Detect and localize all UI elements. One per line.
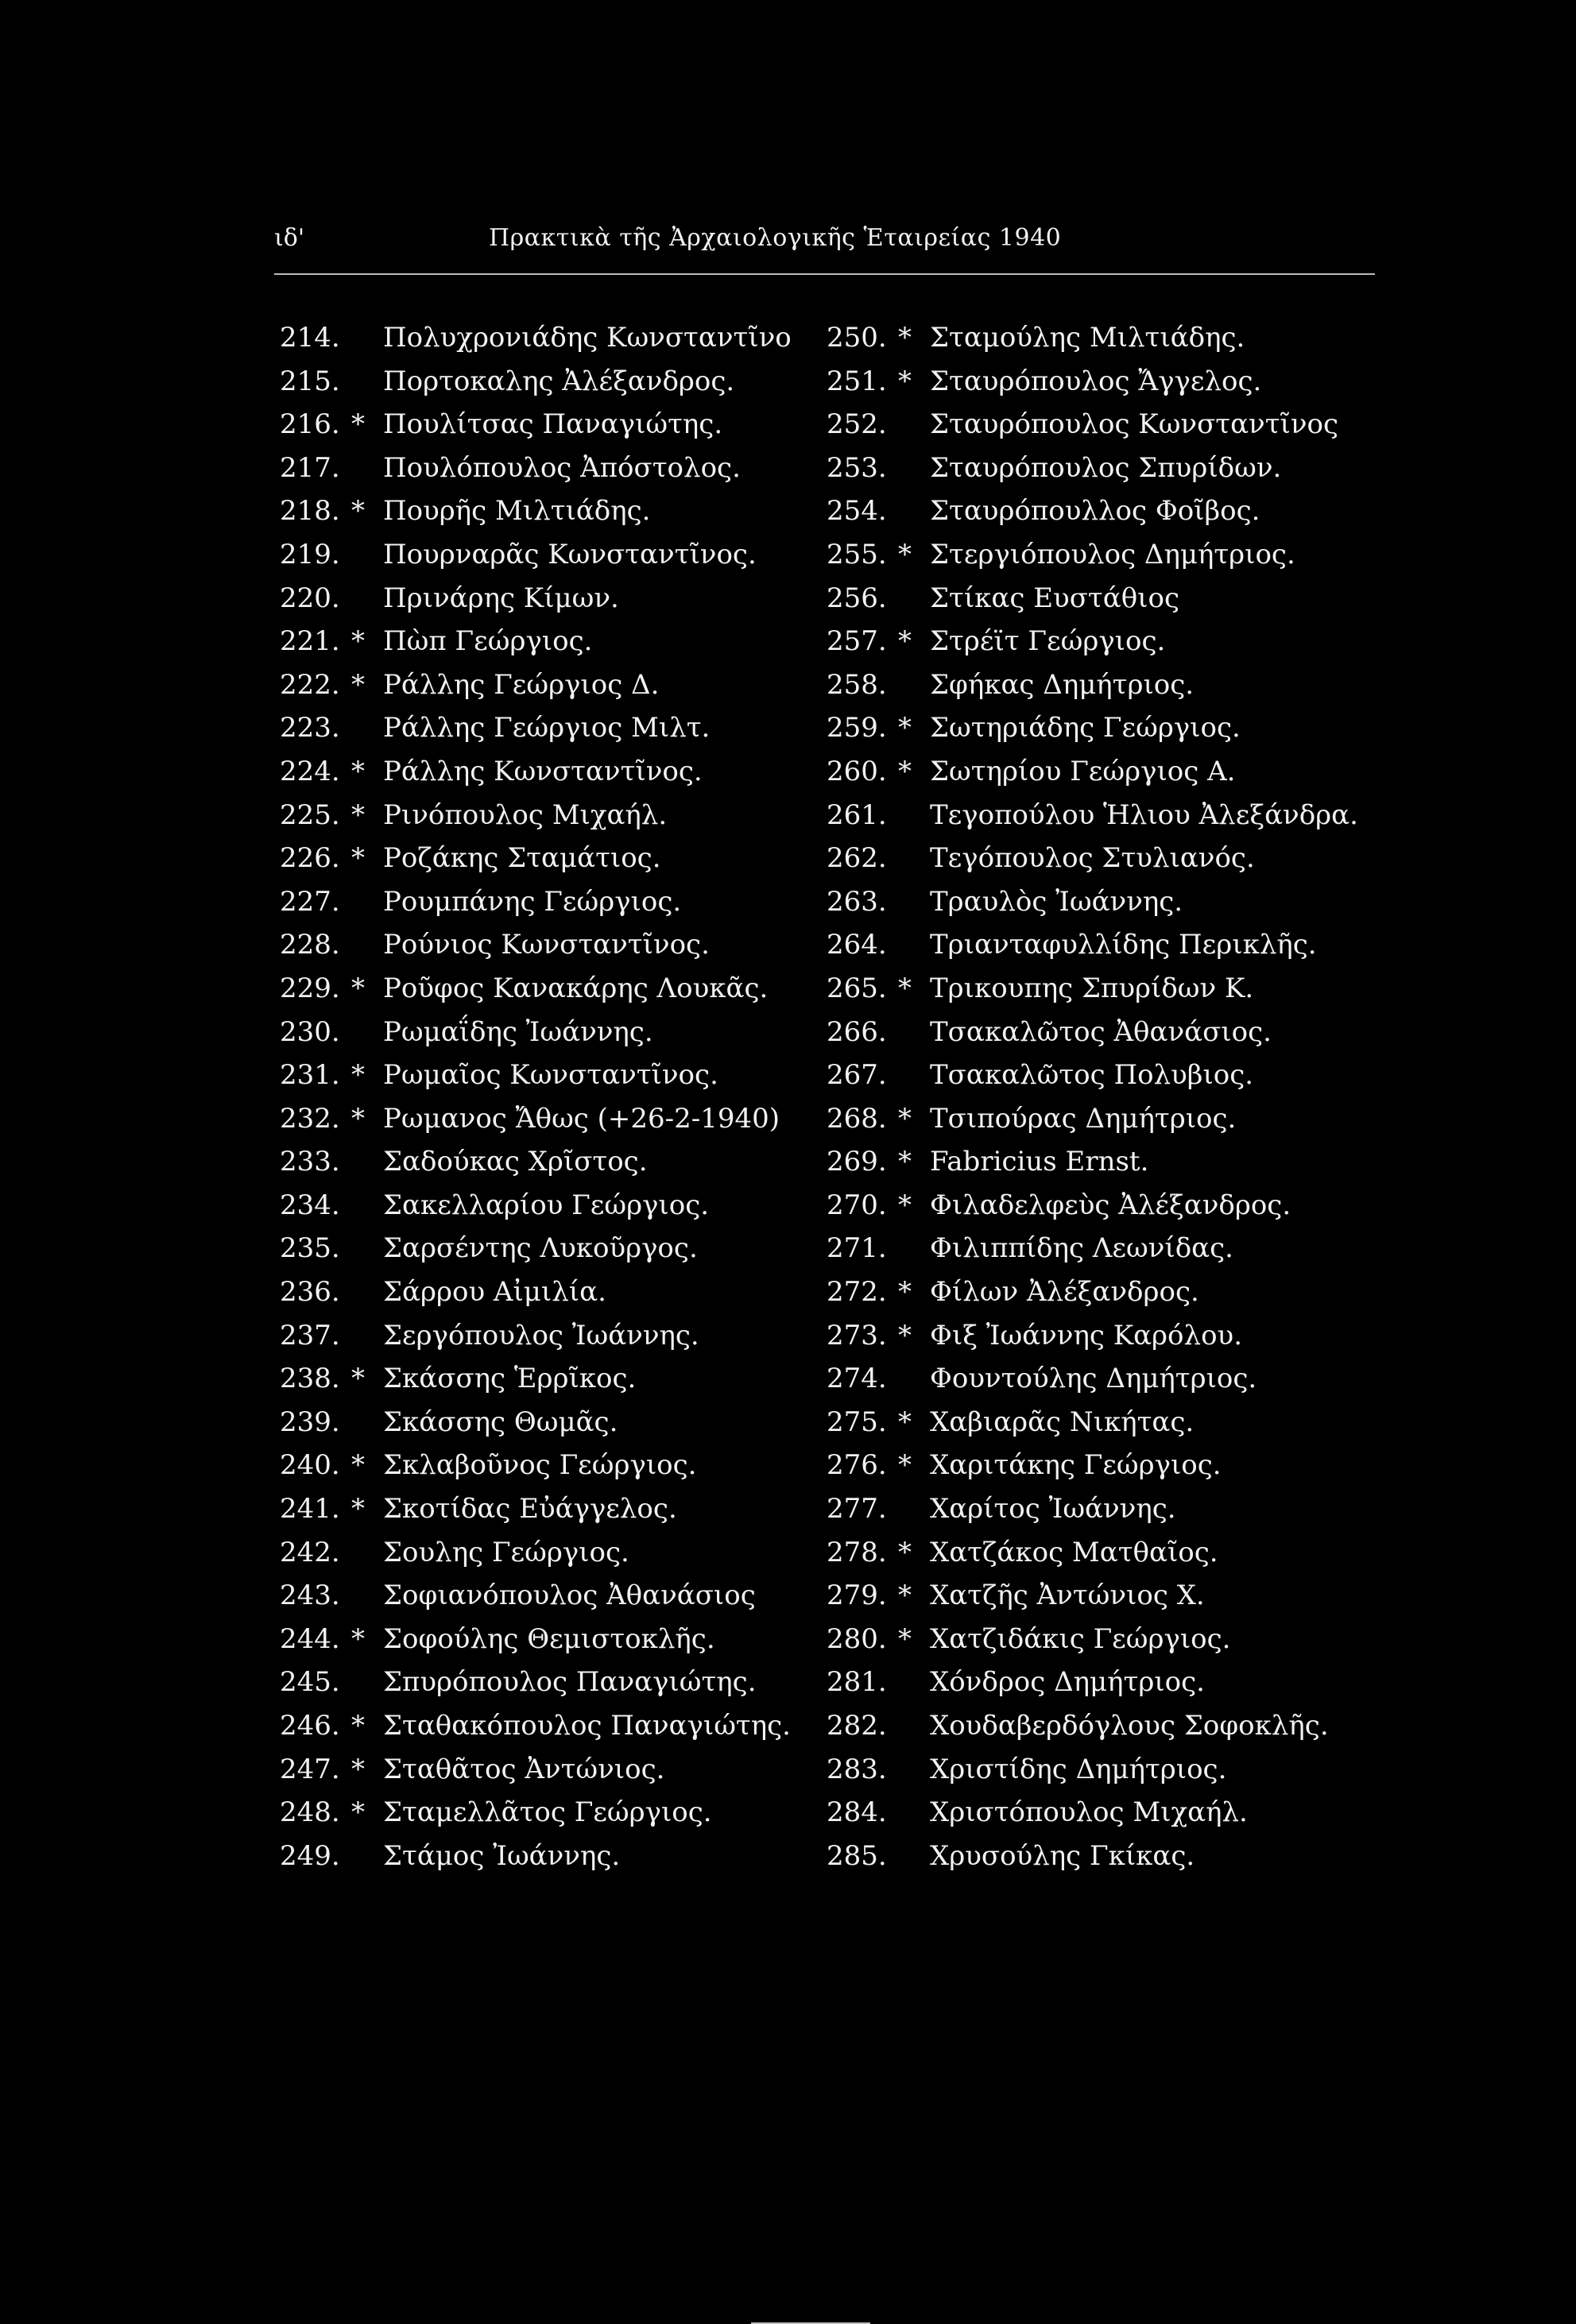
list-item — [827, 620, 1383, 663]
asterisk-mark: * — [898, 1319, 912, 1351]
list-item — [280, 1184, 812, 1228]
entry-number: 252. — [827, 408, 887, 441]
entry-number: 234. — [280, 1189, 340, 1221]
member-name: Τρικουπης Σπυρίδων Κ. — [930, 972, 1254, 1004]
entry-number: 249. — [280, 1839, 340, 1872]
list-item — [827, 1835, 1383, 1878]
entry-number: 284. — [827, 1796, 887, 1829]
entry-number: 229. — [280, 972, 340, 1004]
member-name: Ροῦφος Κανακάρης Λουκᾶς. — [383, 972, 769, 1004]
entry-number: 246. — [280, 1710, 340, 1742]
member-name: Χατζάκος Ματθαῖος. — [930, 1536, 1218, 1568]
member-name: Ράλλης Γεώργιος Δ. — [383, 668, 660, 701]
entry-number: 232. — [280, 1102, 340, 1135]
entry-number: 237. — [280, 1319, 340, 1351]
entry-number: 264. — [827, 929, 887, 961]
list-item — [827, 1487, 1383, 1531]
member-name: Σκοτίδας Εὐάγγελος. — [383, 1493, 677, 1525]
entry-number: 285. — [827, 1839, 887, 1872]
member-name: Πουρναρᾶς Κωνσταντῖνος. — [383, 538, 757, 570]
list-item — [280, 447, 812, 490]
entry-number: 275. — [827, 1406, 887, 1438]
asterisk-mark: * — [351, 1363, 365, 1395]
list-item — [827, 967, 1383, 1011]
entry-number: 257. — [827, 625, 887, 658]
asterisk-mark: * — [351, 1059, 365, 1092]
entry-number: 228. — [280, 929, 340, 961]
list-item — [827, 1401, 1383, 1444]
members-list-left — [280, 316, 812, 1877]
list-item — [827, 360, 1383, 404]
list-item — [280, 967, 812, 1011]
member-name: Σταμούλης Μιλτιάδης. — [930, 322, 1245, 354]
entry-number: 258. — [827, 668, 887, 701]
entry-number: 263. — [827, 885, 887, 918]
list-item — [280, 1531, 812, 1575]
member-name: Σταυρόπουλος Σπυρίδων. — [930, 451, 1282, 484]
asterisk-mark: * — [898, 365, 912, 397]
member-name: Σπυρόπουλος Παναγιώτης. — [383, 1666, 757, 1699]
asterisk-mark: * — [351, 1493, 365, 1525]
entry-number: 248. — [280, 1796, 340, 1829]
asterisk-mark: * — [351, 972, 365, 1004]
member-name: Σάρρου Αἰμιλία. — [383, 1276, 606, 1309]
list-item — [280, 1401, 812, 1444]
member-name: Χαρίτος Ἰωάννης. — [930, 1493, 1176, 1525]
entry-number: 282. — [827, 1710, 887, 1742]
member-name: Σεργόπουλος Ἰωάννης. — [383, 1319, 699, 1351]
list-item — [280, 1835, 812, 1878]
member-name: Σκάσσης Θωμᾶς. — [383, 1406, 618, 1438]
entry-number: 268. — [827, 1102, 887, 1135]
asterisk-mark: * — [351, 408, 365, 441]
member-name: Σοφιανόπουλος Ἀθανάσιος — [383, 1580, 756, 1612]
asterisk-mark: * — [351, 842, 365, 875]
entry-number: 224. — [280, 755, 340, 787]
member-name: Πουρῆς Μιλτιάδης. — [383, 495, 651, 528]
page-header — [274, 224, 1347, 272]
entry-number: 216. — [280, 408, 340, 441]
entry-number: 223. — [280, 712, 340, 744]
member-name: Χαριτάκης Γεώργιος. — [930, 1449, 1222, 1482]
member-name: Πὼπ Γεώργιος. — [383, 625, 593, 658]
entry-number: 260. — [827, 755, 887, 787]
entry-number: 266. — [827, 1015, 887, 1048]
entry-number: 254. — [827, 495, 887, 528]
member-name: Χριστόπουλος Μιχαήλ. — [930, 1796, 1248, 1829]
member-name: Σκλαβοῦνος Γεώργιος. — [383, 1449, 697, 1482]
entry-number: 276. — [827, 1449, 887, 1482]
list-item — [280, 1574, 812, 1618]
member-name: Σταυρόπουλος Κωνσταντῖνος — [930, 408, 1339, 441]
member-name: Ρουμπάνης Γεώργιος. — [383, 885, 682, 918]
entry-number: 271. — [827, 1232, 887, 1265]
member-name: Σταμελλᾶτος Γεώργιος. — [383, 1796, 712, 1829]
entry-number: 217. — [280, 451, 340, 484]
list-item — [827, 403, 1383, 447]
asterisk-mark: * — [351, 799, 365, 831]
header-rule — [274, 273, 1375, 275]
entry-number: 272. — [827, 1276, 887, 1309]
entry-number: 215. — [280, 365, 340, 397]
member-name: Τεγοπούλου Ἡλιου Ἀλεξάνδρα. — [930, 799, 1358, 831]
member-name: Πουλίτσας Παναγιώτης. — [383, 408, 723, 441]
member-name: Ρωμαΐδης Ἰωάννης. — [383, 1015, 653, 1048]
member-name: Ρινόπουλος Μιχαήλ. — [383, 799, 668, 831]
entry-number: 261. — [827, 799, 887, 831]
member-name: Φιλιππίδης Λεωνίδας. — [930, 1232, 1233, 1265]
asterisk-mark: * — [351, 1796, 365, 1829]
asterisk-mark: * — [351, 1753, 365, 1785]
list-item — [827, 447, 1383, 490]
list-item — [827, 794, 1383, 837]
entry-number: 230. — [280, 1015, 340, 1048]
entry-number: 221. — [280, 625, 340, 658]
entry-number: 279. — [827, 1580, 887, 1612]
entry-number: 242. — [280, 1536, 340, 1568]
member-name: Χαβιαρᾶς Νικήτας. — [930, 1406, 1195, 1438]
member-name: Ρωμαῖος Κωνσταντῖνος. — [383, 1059, 718, 1092]
member-name: Ράλλης Γεώργιος Μιλτ. — [383, 712, 711, 744]
entry-number: 238. — [280, 1363, 340, 1395]
member-name: Σουλης Γεώργιος. — [383, 1536, 629, 1568]
list-item — [827, 1531, 1383, 1575]
member-name: Φουντούλης Δημήτριος. — [930, 1363, 1257, 1395]
member-name: Τσιπούρας Δημήτριος. — [930, 1102, 1237, 1135]
member-name: Σαρσέντης Λυκοῦργος. — [383, 1232, 698, 1265]
list-item — [280, 1270, 812, 1314]
list-item — [280, 1011, 812, 1054]
list-item — [280, 880, 812, 924]
list-item — [280, 1227, 812, 1270]
list-item — [280, 1357, 812, 1401]
member-name: Στρέϊτ Γεώργιος. — [930, 625, 1166, 658]
asterisk-mark: * — [898, 1146, 912, 1178]
list-item — [280, 1618, 812, 1661]
member-name: Στάμος Ἰωάννης. — [383, 1839, 621, 1872]
entry-number: 278. — [827, 1536, 887, 1568]
entry-number: 247. — [280, 1753, 340, 1785]
entry-number: 220. — [280, 582, 340, 614]
list-item — [280, 1097, 812, 1141]
member-name: Χριστίδης Δημήτριος. — [930, 1753, 1227, 1785]
entry-number: 222. — [280, 668, 340, 701]
member-name: Χρυσούλης Γκίκας. — [930, 1839, 1195, 1872]
member-name: Πουλόπουλος Ἀπόστολος. — [383, 451, 741, 484]
member-name: Σακελλαρίου Γεώργιος. — [383, 1189, 710, 1221]
list-item — [280, 1704, 812, 1748]
list-item — [280, 1054, 812, 1097]
list-item — [827, 1704, 1383, 1748]
list-item — [280, 837, 812, 880]
asterisk-mark: * — [898, 1406, 912, 1438]
list-item — [827, 1661, 1383, 1704]
list-item — [827, 489, 1383, 533]
member-name: Φιξ Ἰωάννης Καρόλου. — [930, 1319, 1243, 1351]
asterisk-mark: * — [351, 1449, 365, 1482]
entry-number: 253. — [827, 451, 887, 484]
entry-number: 283. — [827, 1753, 887, 1785]
asterisk-mark: * — [898, 712, 912, 744]
list-item — [827, 1011, 1383, 1054]
list-item — [280, 577, 812, 621]
member-name: Fabricius Ernst. — [930, 1146, 1149, 1178]
entry-number: 227. — [280, 885, 340, 918]
asterisk-mark: * — [898, 1102, 912, 1135]
list-item — [827, 1314, 1383, 1358]
member-name: Σωτηριάδης Γεώργιος. — [930, 712, 1241, 744]
entry-number: 270. — [827, 1189, 887, 1221]
entry-number: 281. — [827, 1666, 887, 1699]
list-item — [827, 1227, 1383, 1270]
entry-number: 225. — [280, 799, 340, 831]
list-item — [827, 837, 1383, 880]
entry-number: 280. — [827, 1622, 887, 1655]
member-name: Χατζῆς Ἀντώνιος Χ. — [930, 1580, 1205, 1612]
entry-number: 231. — [280, 1059, 340, 1092]
entry-number: 245. — [280, 1666, 340, 1699]
entry-number: 240. — [280, 1449, 340, 1482]
member-name: Στεργιόπουλος Δημήτριος. — [930, 538, 1295, 570]
list-item — [280, 1487, 812, 1531]
page-number: ιδ' — [274, 224, 305, 252]
entry-number: 233. — [280, 1146, 340, 1178]
list-item — [827, 1140, 1383, 1184]
list-item — [280, 1791, 812, 1835]
member-name: Τεγόπουλος Στυλιανός. — [930, 842, 1255, 875]
asterisk-mark: * — [351, 755, 365, 787]
list-item — [280, 923, 812, 967]
asterisk-mark: * — [898, 755, 912, 787]
asterisk-mark: * — [898, 1449, 912, 1482]
running-title: Πρακτικὰ τῆς Ἀρχαιολογικῆς Ἑταιρείας 1940 — [489, 224, 1062, 252]
entry-number: 250. — [827, 322, 887, 354]
list-item — [827, 533, 1383, 577]
member-name: Φίλων Ἀλέξανδρος. — [930, 1276, 1199, 1309]
member-name: Τσακαλῶτος Ἀθανάσιος. — [930, 1015, 1272, 1048]
list-item — [280, 489, 812, 533]
asterisk-mark: * — [898, 538, 912, 570]
member-name: Χόνδρος Δημήτριος. — [930, 1666, 1205, 1699]
member-name: Πολυχρονιάδης Κωνσταντῖνο — [383, 322, 792, 354]
member-name: Σοφούλης Θεμιστοκλῆς. — [383, 1622, 715, 1655]
asterisk-mark: * — [898, 1189, 912, 1221]
list-item — [827, 577, 1383, 621]
member-name: Χατζιδάκις Γεώργιος. — [930, 1622, 1231, 1655]
list-item — [280, 750, 812, 794]
member-name: Σαδούκας Χρῖστος. — [383, 1146, 648, 1178]
asterisk-mark: * — [898, 1622, 912, 1655]
member-name: Τριανταφυλλίδης Περικλῆς. — [930, 929, 1317, 961]
entry-number: 273. — [827, 1319, 887, 1351]
list-item — [827, 1184, 1383, 1228]
member-name: Τραυλὸς Ἰωάννης. — [930, 885, 1183, 918]
member-name: Σταθᾶτος Ἀντώνιος. — [383, 1753, 665, 1785]
list-item — [827, 923, 1383, 967]
list-item — [827, 750, 1383, 794]
asterisk-mark: * — [351, 1710, 365, 1742]
member-name: Ράλλης Κωνσταντῖνος. — [383, 755, 703, 787]
entry-number: 226. — [280, 842, 340, 875]
asterisk-mark: * — [898, 972, 912, 1004]
asterisk-mark: * — [898, 1276, 912, 1309]
asterisk-mark: * — [898, 625, 912, 658]
members-list-right — [827, 316, 1383, 1877]
entry-number: 236. — [280, 1276, 340, 1309]
entry-number: 251. — [827, 365, 887, 397]
list-item — [827, 1444, 1383, 1487]
list-item — [280, 1444, 812, 1487]
list-item — [827, 1574, 1383, 1618]
asterisk-mark: * — [898, 1580, 912, 1612]
entry-number: 259. — [827, 712, 887, 744]
entry-number: 218. — [280, 495, 340, 528]
member-name: Σταυρόπουλλος Φοῖβος. — [930, 495, 1260, 528]
list-item — [827, 1791, 1383, 1835]
list-item — [280, 316, 812, 360]
list-item — [827, 1357, 1383, 1401]
list-item — [827, 1748, 1383, 1792]
list-item — [280, 663, 812, 707]
member-name: Τσακαλῶτος Πολυβιος. — [930, 1059, 1254, 1092]
entry-number: 255. — [827, 538, 887, 570]
list-item — [827, 316, 1383, 360]
list-item — [280, 706, 812, 750]
list-item — [827, 1618, 1383, 1661]
member-name: Στίκας Ευστάθιος — [930, 582, 1180, 614]
member-name: Σωτηρίου Γεώργιος Α. — [930, 755, 1236, 787]
entry-number: 214. — [280, 322, 340, 354]
entry-number: 243. — [280, 1580, 340, 1612]
entry-number: 244. — [280, 1622, 340, 1655]
entry-number: 256. — [827, 582, 887, 614]
list-item — [827, 880, 1383, 924]
entry-number: 241. — [280, 1493, 340, 1525]
member-name: Πορτοκαλης Ἀλέξανδρος. — [383, 365, 735, 397]
list-item — [280, 1140, 812, 1184]
list-item — [280, 1314, 812, 1358]
asterisk-mark: * — [898, 322, 912, 354]
list-item — [827, 663, 1383, 707]
entry-number: 274. — [827, 1363, 887, 1395]
entry-number: 265. — [827, 972, 887, 1004]
entry-number: 219. — [280, 538, 340, 570]
list-item — [827, 706, 1383, 750]
member-name: Σταθακόπουλος Παναγιώτης. — [383, 1710, 791, 1742]
asterisk-mark: * — [351, 625, 365, 658]
member-name: Χουδαβερδόγλους Σοφοκλῆς. — [930, 1710, 1329, 1742]
member-name: Ρωμανος Ἄθως (+26-2-1940) — [383, 1102, 780, 1135]
member-name: Ρούνιος Κωνσταντῖνος. — [383, 929, 710, 961]
list-item — [827, 1270, 1383, 1314]
list-item — [827, 1097, 1383, 1141]
list-item — [280, 533, 812, 577]
member-name: Σκάσσης Ἑρρῖκος. — [383, 1363, 637, 1395]
asterisk-mark: * — [351, 668, 365, 701]
asterisk-mark: * — [351, 1102, 365, 1135]
entry-number: 239. — [280, 1406, 340, 1438]
list-item — [280, 360, 812, 404]
list-item — [280, 620, 812, 663]
entry-number: 277. — [827, 1493, 887, 1525]
asterisk-mark: * — [351, 1622, 365, 1655]
member-name: Πρινάρης Κίμων. — [383, 582, 619, 614]
list-item — [280, 1661, 812, 1704]
member-name: Σταυρόπουλος Ἄγγελος. — [930, 365, 1262, 397]
list-item — [280, 403, 812, 447]
list-item — [280, 1748, 812, 1792]
entry-number: 267. — [827, 1059, 887, 1092]
member-name: Ροζάκης Σταμάτιος. — [383, 842, 661, 875]
asterisk-mark: * — [898, 1536, 912, 1568]
asterisk-mark: * — [351, 495, 365, 528]
entry-number: 269. — [827, 1146, 887, 1178]
member-name: Φιλαδελφεὺς Ἀλέξανδρος. — [930, 1189, 1291, 1221]
list-item — [280, 794, 812, 837]
list-item — [827, 1054, 1383, 1097]
entry-number: 262. — [827, 842, 887, 875]
member-name: Σφήκας Δημήτριος. — [930, 668, 1195, 701]
entry-number: 235. — [280, 1232, 340, 1265]
